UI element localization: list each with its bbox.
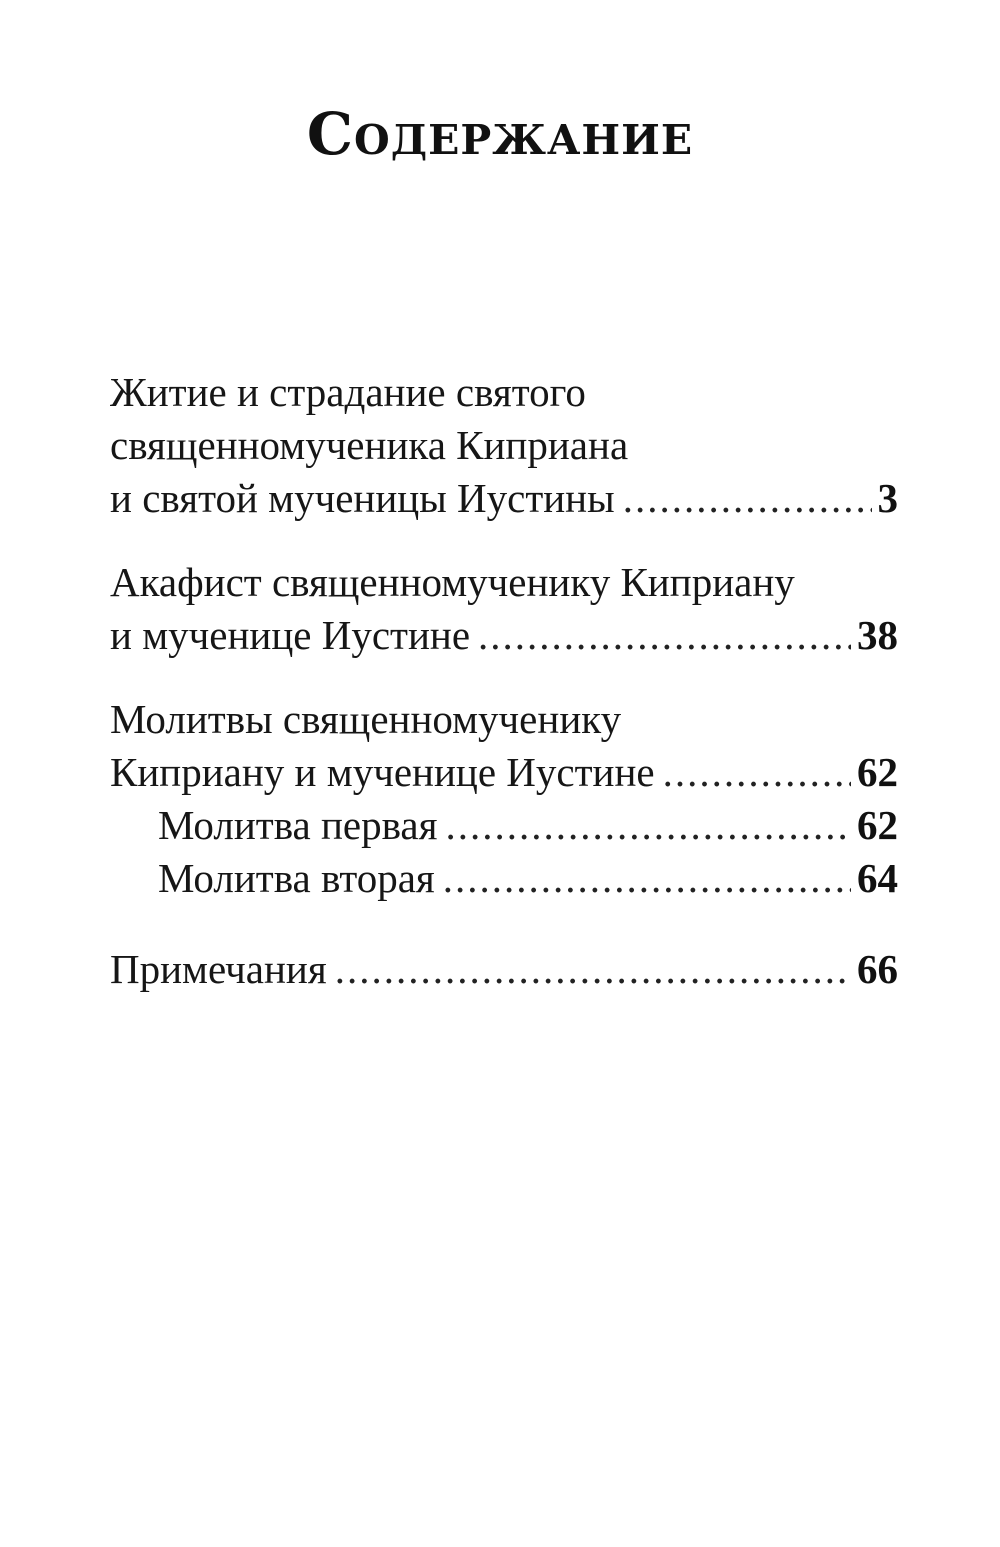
toc-entry-last-line (110, 609, 898, 662)
toc-entry-line: Примечания (110, 946, 327, 992)
toc-entry-prayers[interactable] (110, 693, 898, 799)
toc-entry-last-line (110, 943, 898, 996)
page-number: 62 (857, 749, 898, 795)
page-number: 64 (857, 855, 898, 901)
toc-entry-last-line (158, 799, 898, 852)
toc-entry-line: Акафист священномученику Киприану (110, 559, 795, 605)
dot-leader (335, 943, 851, 996)
page-number: 3 (877, 475, 898, 521)
dot-leader (446, 799, 852, 852)
dot-leader (478, 609, 851, 662)
toc-entry-line: Молитвы священномученику (110, 696, 622, 742)
page-number: 38 (857, 612, 898, 658)
toc-subentry-first-prayer[interactable] (110, 799, 898, 852)
toc-entry-life[interactable] (110, 366, 898, 525)
page-title: Содержание (306, 100, 694, 168)
dot-leader (443, 852, 851, 905)
toc-entry-line: Молитва вторая (158, 855, 435, 901)
toc-subentry-second-prayer[interactable] (110, 852, 898, 905)
toc-entry-line: и мученице Иустине (110, 612, 471, 658)
toc-entry-line: Молитва первая (158, 802, 438, 848)
toc-entry-line: Киприану и мученице Иустине (110, 749, 655, 795)
page-number: 66 (857, 946, 898, 992)
toc-entry-akathist[interactable] (110, 556, 898, 662)
toc-entry-last-line (110, 746, 898, 799)
toc-entry-line: священномученика Киприана (110, 422, 629, 468)
page-number: 62 (857, 802, 898, 848)
toc-entry-line: и святой мученицы Иустины (110, 475, 615, 521)
table-of-contents (110, 366, 898, 1027)
dot-leader (623, 472, 872, 525)
toc-entry-last-line (110, 472, 898, 525)
dot-leader (663, 746, 851, 799)
toc-entry-line: Житие и страдание святого (110, 369, 586, 415)
toc-entry-last-line (158, 852, 898, 905)
toc-entry-notes[interactable] (110, 943, 898, 996)
